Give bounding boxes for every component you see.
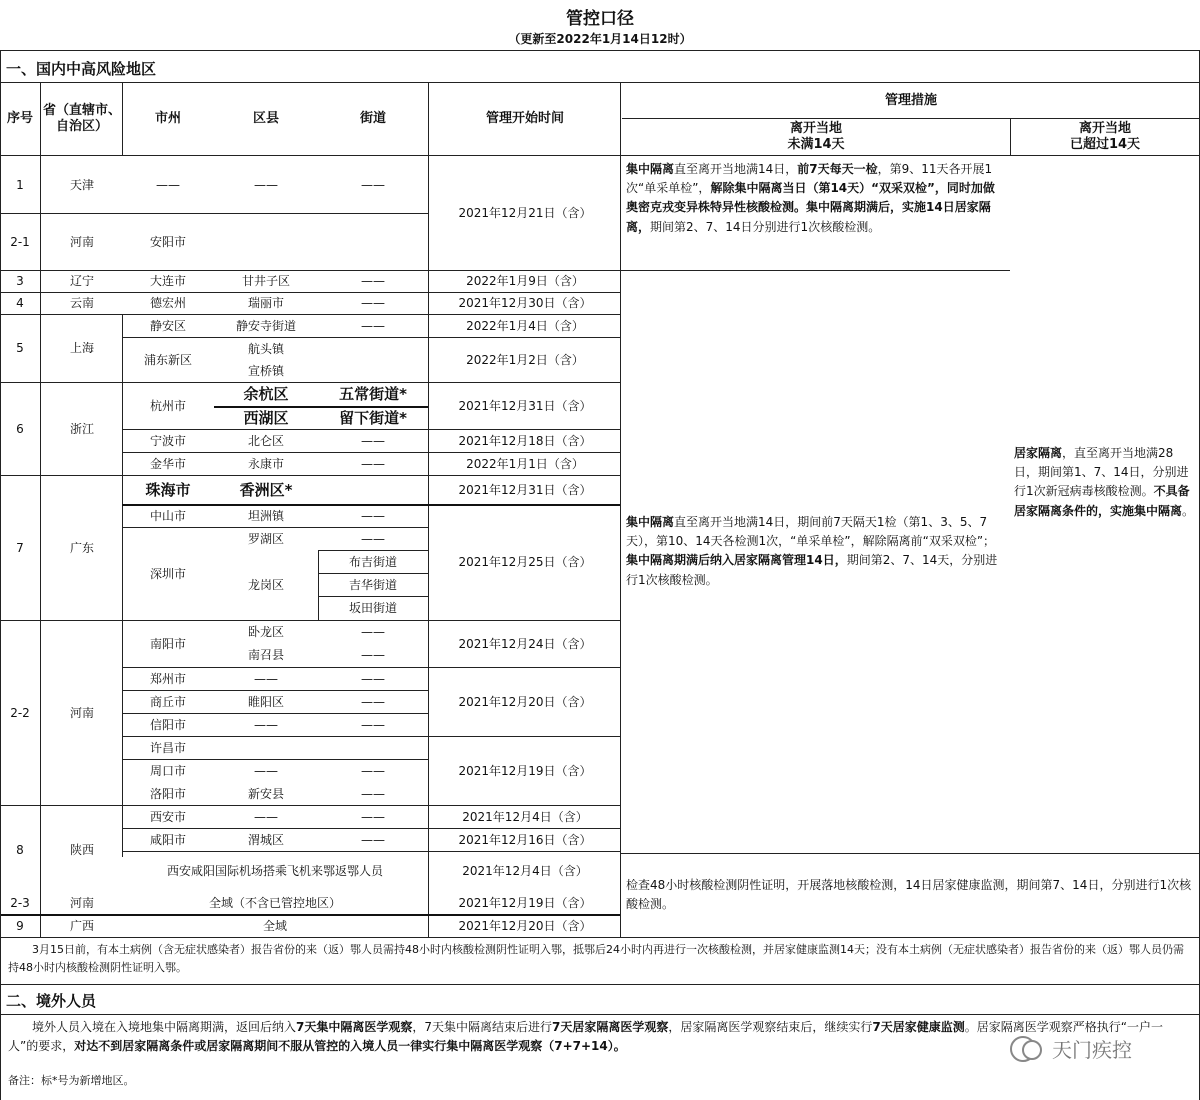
measure-bold: 居家隔离 <box>1014 446 1063 460</box>
vline <box>122 82 123 155</box>
row3-district: 甘井子区 <box>241 274 290 288</box>
row9-no: 9 <box>16 919 24 933</box>
row5a-district: 静安寺街道 <box>235 318 296 333</box>
row8a-city: 西安市 <box>149 809 186 824</box>
row7b-district: 坦洲镇 <box>247 508 284 523</box>
row1-no: 1 <box>16 177 24 192</box>
row6a-street-2: 留下街道* <box>339 408 407 427</box>
row2-2c-street: —— <box>361 694 385 709</box>
rule <box>620 853 1200 854</box>
header-city: 市州 <box>154 110 181 126</box>
row2-2efg-start-date: 2021年12月19日（含） <box>458 763 592 778</box>
page-subtitle: （更新至2022年1月14日12时） <box>508 32 692 46</box>
row2-1-province: 河南 <box>69 234 94 249</box>
vline <box>40 82 41 937</box>
row5b-start-date: 2022年1月2日（含） <box>466 352 584 367</box>
row8b-district: 渭城区 <box>247 832 284 847</box>
measure-text: 期间第2、7、14天，分别进行1次核酸检测。 <box>626 553 998 587</box>
row7a-start-date: 2021年12月31日（含） <box>458 482 592 497</box>
row2-2d-district: —— <box>254 717 278 732</box>
rule-header-bottom <box>0 155 1200 156</box>
row6a-district-1: 余杭区 <box>243 385 289 404</box>
measure-bold: 集中隔离期满后纳入居家隔离管理14日， <box>626 553 847 568</box>
overseas-bold: 7天集中隔离医学观察 <box>296 1020 413 1034</box>
row1-street: —— <box>361 177 385 192</box>
row7c-street-1: —— <box>361 531 385 546</box>
row2-2bcd-start-date: 2021年12月20日（含） <box>458 694 592 709</box>
row3-province: 辽宁 <box>69 274 94 288</box>
row6a-start-date: 2021年12月31日（含） <box>458 398 592 413</box>
measure-under14-block2 <box>626 513 1006 590</box>
row7c-district-2: 龙岗区 <box>247 578 284 592</box>
row2-3-start-date: 2021年12月19日（含） <box>458 895 592 910</box>
rule <box>622 118 1200 119</box>
header-under-14: 离开当地 未满14天 <box>787 120 845 152</box>
row7b-street: —— <box>361 508 385 523</box>
row2-2d-street: —— <box>361 717 385 732</box>
header-no: 序号 <box>6 110 33 126</box>
row2-2a-district-2: 南召县 <box>247 648 284 662</box>
row7c-street-2: 布吉街道 <box>348 554 397 569</box>
header-province: 省（直辖市、自治区） <box>42 102 121 134</box>
row7c-district-1: 罗湖区 <box>247 531 284 546</box>
row8a-street: —— <box>361 809 385 824</box>
row2-2f-street: —— <box>361 763 385 778</box>
overseas-text: 境外人员入境在入境地集中隔离期满，返回后纳入 <box>32 1020 297 1034</box>
row4-city: 德宏州 <box>149 296 186 310</box>
overseas-text: ，居家隔离医学观察结束后，继续实行 <box>668 1020 873 1034</box>
watermark-text: 天门疾控 <box>1052 1038 1132 1062</box>
rule <box>0 984 1200 985</box>
row2-2a-start-date: 2021年12月24日（含） <box>458 636 592 651</box>
row7a-district: 香洲区* <box>239 480 293 499</box>
row8-no: 8 <box>16 842 24 857</box>
measure-bold: 集中隔离 <box>626 162 675 176</box>
row2-2a-street-2: —— <box>361 648 385 662</box>
page-title: 管控口径 <box>566 9 634 29</box>
row2-2-no: 2-2 <box>10 705 30 720</box>
row6-no: 6 <box>16 421 24 436</box>
row4-district: 瑞丽市 <box>247 296 284 310</box>
rule <box>0 937 1200 938</box>
measure-bold: 不具备居家隔离条件的，实施集中隔离 <box>1014 484 1190 518</box>
rule-top <box>0 50 1200 51</box>
row9-province: 广西 <box>69 919 94 933</box>
row5a-start-date: 2022年1月4日（含） <box>466 318 584 333</box>
row8-province: 陕西 <box>69 842 94 857</box>
measure-text: 直至离开当地满14日， <box>674 162 798 176</box>
row8b-city: 咸阳市 <box>149 832 186 847</box>
row6a-city: 杭州市 <box>149 398 186 413</box>
row6a-district-2: 西湖区 <box>243 408 289 427</box>
row2-2g-city: 洛阳市 <box>149 786 186 801</box>
row2-2f-city: 周口市 <box>149 763 186 778</box>
measure-text: ，直至离开当地满28日，期间第1、7、14日，分别进行1次新冠病毒核酸检测。 <box>1014 446 1189 499</box>
row9-text: 全域 <box>262 919 287 933</box>
row1-district: —— <box>254 177 278 192</box>
measure-bold: 解除集中隔离当日（第14天）“双采双检”，同时加做奥密克戎变异株特异性核酸检测。集中隔离期满后，实施14日居家隔离， <box>626 181 995 234</box>
row5a-street: —— <box>361 318 385 333</box>
measure-bold: 集中隔离 <box>626 515 675 529</box>
row2-2g-street: —— <box>361 786 385 801</box>
row6c-start-date: 2022年1月1日（含） <box>466 456 584 471</box>
row6c-street: —— <box>361 456 385 471</box>
row2-2b-district: —— <box>254 671 278 686</box>
header-over-14: 离开当地 已超过14天 <box>1069 120 1141 152</box>
row8b-start-date: 2021年12月16日（含） <box>458 832 592 847</box>
measure-text: 期间第2、7、14日分别进行1次核酸检测。 <box>650 219 881 234</box>
row4-province: 云南 <box>69 296 94 310</box>
row5b-district-2: 宣桥镇 <box>247 363 284 378</box>
rule-header-top <box>0 82 1200 83</box>
header-district: 区县 <box>252 110 279 126</box>
border-left <box>0 50 1 1100</box>
row3-city: 大连市 <box>149 274 186 288</box>
section2-heading: 二、境外人员 <box>6 992 97 1010</box>
row9-start-date: 2021年12月20日（含） <box>458 919 592 933</box>
measure-text: 直至离开当地满14日，期间前7天隔天1检（第1、3、5、7天），第10、14天各检测1次，“单采单检”，解除隔离前“双采双检”； <box>626 515 996 549</box>
row2-3-province: 河南 <box>69 895 94 910</box>
row2-2b-street: —— <box>361 671 385 686</box>
footnote: 备注：标*号为新增地区。 <box>8 1074 135 1087</box>
row5b-city: 浦东新区 <box>143 352 192 367</box>
row1-2-start-date: 2021年12月21日（含） <box>458 205 592 220</box>
section1-heading: 一、国内中高风险地区 <box>6 60 157 78</box>
rule <box>0 1014 1200 1015</box>
watermark <box>1010 1034 1132 1063</box>
overseas-text: ，7天集中隔离结束后进行 <box>412 1020 553 1034</box>
row8a-district: —— <box>254 809 278 824</box>
overseas-bold: 对达不到居家隔离条件或居家隔离期间不服从管控的入境人员一律实行集中隔离医学观察（7+7+14）。 <box>74 1039 626 1054</box>
row7-province: 广东 <box>69 540 94 555</box>
measure-under14-block1 <box>626 160 1006 237</box>
measure-bold: 前7天每天一检 <box>797 162 878 176</box>
row3-street: —— <box>361 274 385 288</box>
header-start-time: 管理开始时间 <box>485 110 564 126</box>
wechat-icon <box>1010 1036 1036 1062</box>
row7c-start-date: 2021年12月25日（含） <box>458 555 592 569</box>
measure-text: 。 <box>1182 503 1195 518</box>
row7a-city: 珠海市 <box>145 480 191 499</box>
row7c-street-3: 吉华街道 <box>348 577 397 592</box>
row6b-start-date: 2021年12月18日（含） <box>458 433 592 448</box>
row4-start-date: 2021年12月30日（含） <box>458 296 592 310</box>
row6b-district: 北仑区 <box>247 433 284 448</box>
row2-2a-district-1: 卧龙区 <box>247 625 284 639</box>
row2-2-province: 河南 <box>69 705 94 720</box>
row7c-street-4: 坂田街道 <box>348 600 397 615</box>
row5b-district-1: 航头镇 <box>247 341 284 356</box>
row7c-city: 深圳市 <box>149 566 186 581</box>
row6-province: 浙江 <box>69 421 94 436</box>
overseas-bold: 7天居家健康监测 <box>872 1020 965 1034</box>
header-street: 街道 <box>359 110 386 126</box>
row6a-street-1: 五常街道* <box>339 385 407 404</box>
row2-1-city: 安阳市 <box>149 234 186 249</box>
measure-block4: 检查48小时核酸检测阴性证明，开展落地核酸检测，14日居家健康监测，期间第7、14日，分别进行1次核酸检测。 <box>626 878 1192 912</box>
row2-2f-district: —— <box>254 763 278 778</box>
measure-text: ，第9、11天各开展1次“单采单检”， <box>626 162 993 196</box>
overseas-bold: 7天居家隔离医学观察 <box>552 1020 669 1034</box>
row5-province: 上海 <box>69 340 94 355</box>
row1-province: 天津 <box>69 177 94 192</box>
row5-no: 5 <box>16 340 24 355</box>
row2-3-text: 全域（不含已管控地区） <box>208 895 341 910</box>
row6c-district: 永康市 <box>247 456 284 471</box>
row3-start-date: 2022年1月9日（含） <box>466 274 584 288</box>
row6b-city: 宁波市 <box>149 433 186 448</box>
row6b-street: —— <box>361 433 385 448</box>
note-paragraph: 3月15日前，有本土病例（含无症状感染者）报告省份的来（返）鄂人员需持48小时内核酸检测阴性证明入鄂，抵鄂后24小时内再进行一次核酸检测，并居家健康监测14天；没有本土病例（无症状感染者）报告省份的来（返）鄂人员仍需持48小时内核酸检测阴性证明入鄂。 <box>8 943 1184 974</box>
row8b-street: —— <box>361 832 385 847</box>
row6c-city: 金华市 <box>149 456 186 471</box>
vline <box>428 82 429 937</box>
row2-2a-street-1: —— <box>361 625 385 639</box>
row8c-text: 西安咸阳国际机场搭乘飞机来鄂返鄂人员 <box>166 863 383 878</box>
row2-2g-district: 新安县 <box>247 786 284 801</box>
row2-2a-city: 南阳市 <box>149 636 186 651</box>
vline <box>1010 118 1011 155</box>
row2-2d-city: 信阳市 <box>149 717 186 732</box>
rule <box>122 851 620 852</box>
row2-2b-city: 郑州市 <box>149 671 186 686</box>
row8a-start-date: 2021年12月4日（含） <box>462 809 588 824</box>
measure-over14-block <box>1014 444 1196 521</box>
vline <box>620 82 621 937</box>
row4-no: 4 <box>16 296 24 310</box>
row5a-city: 静安区 <box>149 318 186 333</box>
row2-2e-city: 许昌市 <box>149 740 186 755</box>
row1-city: —— <box>156 177 180 192</box>
row2-3-no: 2-3 <box>10 895 30 910</box>
overseas-text: 。居家隔离医学观察严格执行“一户一人”的要求， <box>8 1020 1163 1054</box>
row2-2c-city: 商丘市 <box>149 694 186 709</box>
row2-1-no: 2-1 <box>10 234 30 249</box>
row8c-start-date: 2021年12月4日（含） <box>462 863 588 878</box>
row3-no: 3 <box>16 274 24 288</box>
row7-no: 7 <box>16 540 24 555</box>
header-measures: 管理措施 <box>884 92 937 108</box>
row2-2c-district: 睢阳区 <box>247 694 284 709</box>
row7b-city: 中山市 <box>149 508 186 523</box>
row4-street: —— <box>361 296 385 310</box>
